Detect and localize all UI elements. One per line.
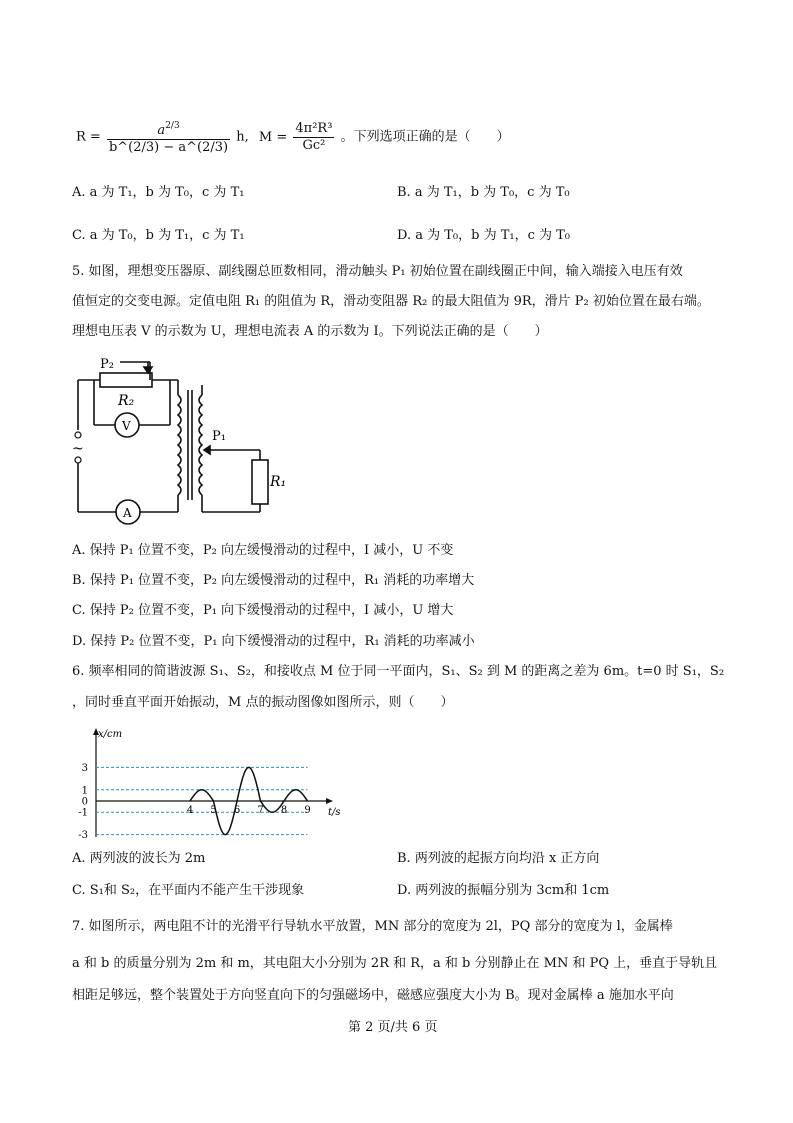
label-r1: R₁ <box>270 474 287 490</box>
y-tick-label: 3 <box>81 762 88 774</box>
q4-option-d: D. a 为 T₀，b 为 T₁，c 为 T₀ <box>397 228 571 243</box>
formula-M-numerator: 4π²R³ <box>295 120 333 136</box>
formula-R-numerator: $a^{2/3}$ <box>157 121 180 138</box>
y-tick-label: 0 <box>81 796 88 808</box>
ac-source-symbol: ~ <box>72 441 84 457</box>
q5-option-d: D. 保持 P₂ 位置不变，P₁ 向下缓慢滑动的过程中，R₁ 消耗的功率减小 <box>72 634 475 649</box>
label-ammeter: A <box>123 506 132 520</box>
label-voltmeter: V <box>122 419 131 433</box>
formula-R-fraction <box>107 118 230 156</box>
formula-M-left: M = <box>258 129 288 145</box>
source-terminal-bottom <box>75 457 81 463</box>
q7-line-1: 7. 如图所示，两电阻不计的光滑平行导轨水平放置，MN 部分的宽度为 2l，PQ 部分的宽度为 l，金属棒 <box>72 919 673 934</box>
q5-line-3: 理想电压表 V 的示数为 U，理想电流表 A 的示数为 I。下列说法正确的是（ ） <box>72 324 548 339</box>
x-axis-arrow <box>326 798 333 804</box>
y-tick-label: -1 <box>78 807 88 819</box>
page-footer: 第 2 页/共 6 页 <box>348 1020 438 1035</box>
transformer-circuit-diagram <box>60 350 290 530</box>
formula-R-left: R = <box>76 129 101 145</box>
x-tick-label: 6 <box>233 805 241 816</box>
q4-option-b: B. a 为 T₁，b 为 T₀，c 为 T₀ <box>397 185 570 200</box>
secondary-coil <box>199 395 202 495</box>
formula-M-fraction <box>293 121 334 154</box>
x-tick-label: 9 <box>304 805 311 816</box>
vibration-graph <box>70 725 360 843</box>
label-r2: R₂ <box>118 393 135 409</box>
x-tick-label: 8 <box>280 805 288 816</box>
q6-option-c: C. S₁和 S₂，在平面内不能产生干涉现象 <box>72 883 305 898</box>
formula-R-tail: h, <box>236 129 249 145</box>
q5-option-b: B. 保持 P₁ 位置不变，P₂ 向左缓慢滑动的过程中，R₁ 消耗的功率增大 <box>72 573 475 588</box>
y-axis-label: x/cm <box>98 729 123 740</box>
q5-line-1: 5. 如图，理想变压器原、副线圈总匝数相同，滑动触头 P₁ 初始位置在副线圈正中间，输入端接入电压有效 <box>72 264 683 279</box>
formula-R-denominator: b^(2/3) − a^(2/3) <box>108 140 229 155</box>
x-tick-label: 5 <box>210 805 217 816</box>
q7-line-3: 相距足够远，整个装置处于方向竖直向下的匀强磁场中，磁感应强度大小为 B。现对金属棒 a 施加水平向 <box>72 988 674 1003</box>
q5-option-c: C. 保持 P₂ 位置不变，P₁ 向下缓慢滑动的过程中，I 减小，U 增大 <box>72 603 454 618</box>
q6-line-2: ，同时垂直平面开始振动，M 点的振动图像如图所示，则（ ） <box>72 695 454 710</box>
source-terminal-top <box>75 432 81 438</box>
q6-line-1: 6. 频率相同的简谐波源 S₁、S₂，和接收点 M 位于同一平面内，S₁、S₂ 到 M 的距离之差为 6m。t=0 时 S₁，S₂ <box>72 664 725 679</box>
primary-coil <box>178 395 181 495</box>
q4-option-c: C. a 为 T₀，b 为 T₁，c 为 T₁ <box>72 228 245 243</box>
x-axis-label: t/s <box>328 807 341 818</box>
q5-option-a: A. 保持 P₁ 位置不变，P₂ 向左缓慢滑动的过程中，I 减小，U 不变 <box>72 543 454 558</box>
q5-line-2: 值恒定的交变电源。定值电阻 R₁ 的阻值为 R，滑动变阻器 R₂ 的最大阻值为 9R，滑片 P₂ 初始位置在最右端。 <box>72 294 710 309</box>
r1-resistor <box>252 460 268 504</box>
q4-formula-line <box>76 118 510 156</box>
x-tick-label: 7 <box>257 805 264 816</box>
label-p2: P₂ <box>100 357 114 372</box>
q6-option-d: D. 两列波的振幅分别为 3cm和 1cm <box>397 883 610 898</box>
label-p1: P₁ <box>212 429 226 444</box>
q4-option-a: A. a 为 T₁，b 为 T₀，c 为 T₁ <box>72 185 245 200</box>
q6-option-b: B. 两列波的起振方向均沿 x 正方向 <box>397 851 600 866</box>
y-tick-label: -3 <box>78 830 88 842</box>
r2-resistor <box>100 373 152 387</box>
y-tick-label: 1 <box>81 785 88 797</box>
q6-option-a: A. 两列波的波长为 2m <box>72 851 206 866</box>
formula-M-denominator: Gc² <box>293 137 334 154</box>
q4-question-tail: 。下列选项正确的是（ ） <box>340 129 510 145</box>
q7-line-2: a 和 b 的质量分别为 2m 和 m，其电阻大小分别为 2R 和 R，a 和 b 分别静止在 MN 和 PQ 上，垂直于导轨且 <box>72 956 718 971</box>
x-tick-label: 4 <box>186 805 194 816</box>
